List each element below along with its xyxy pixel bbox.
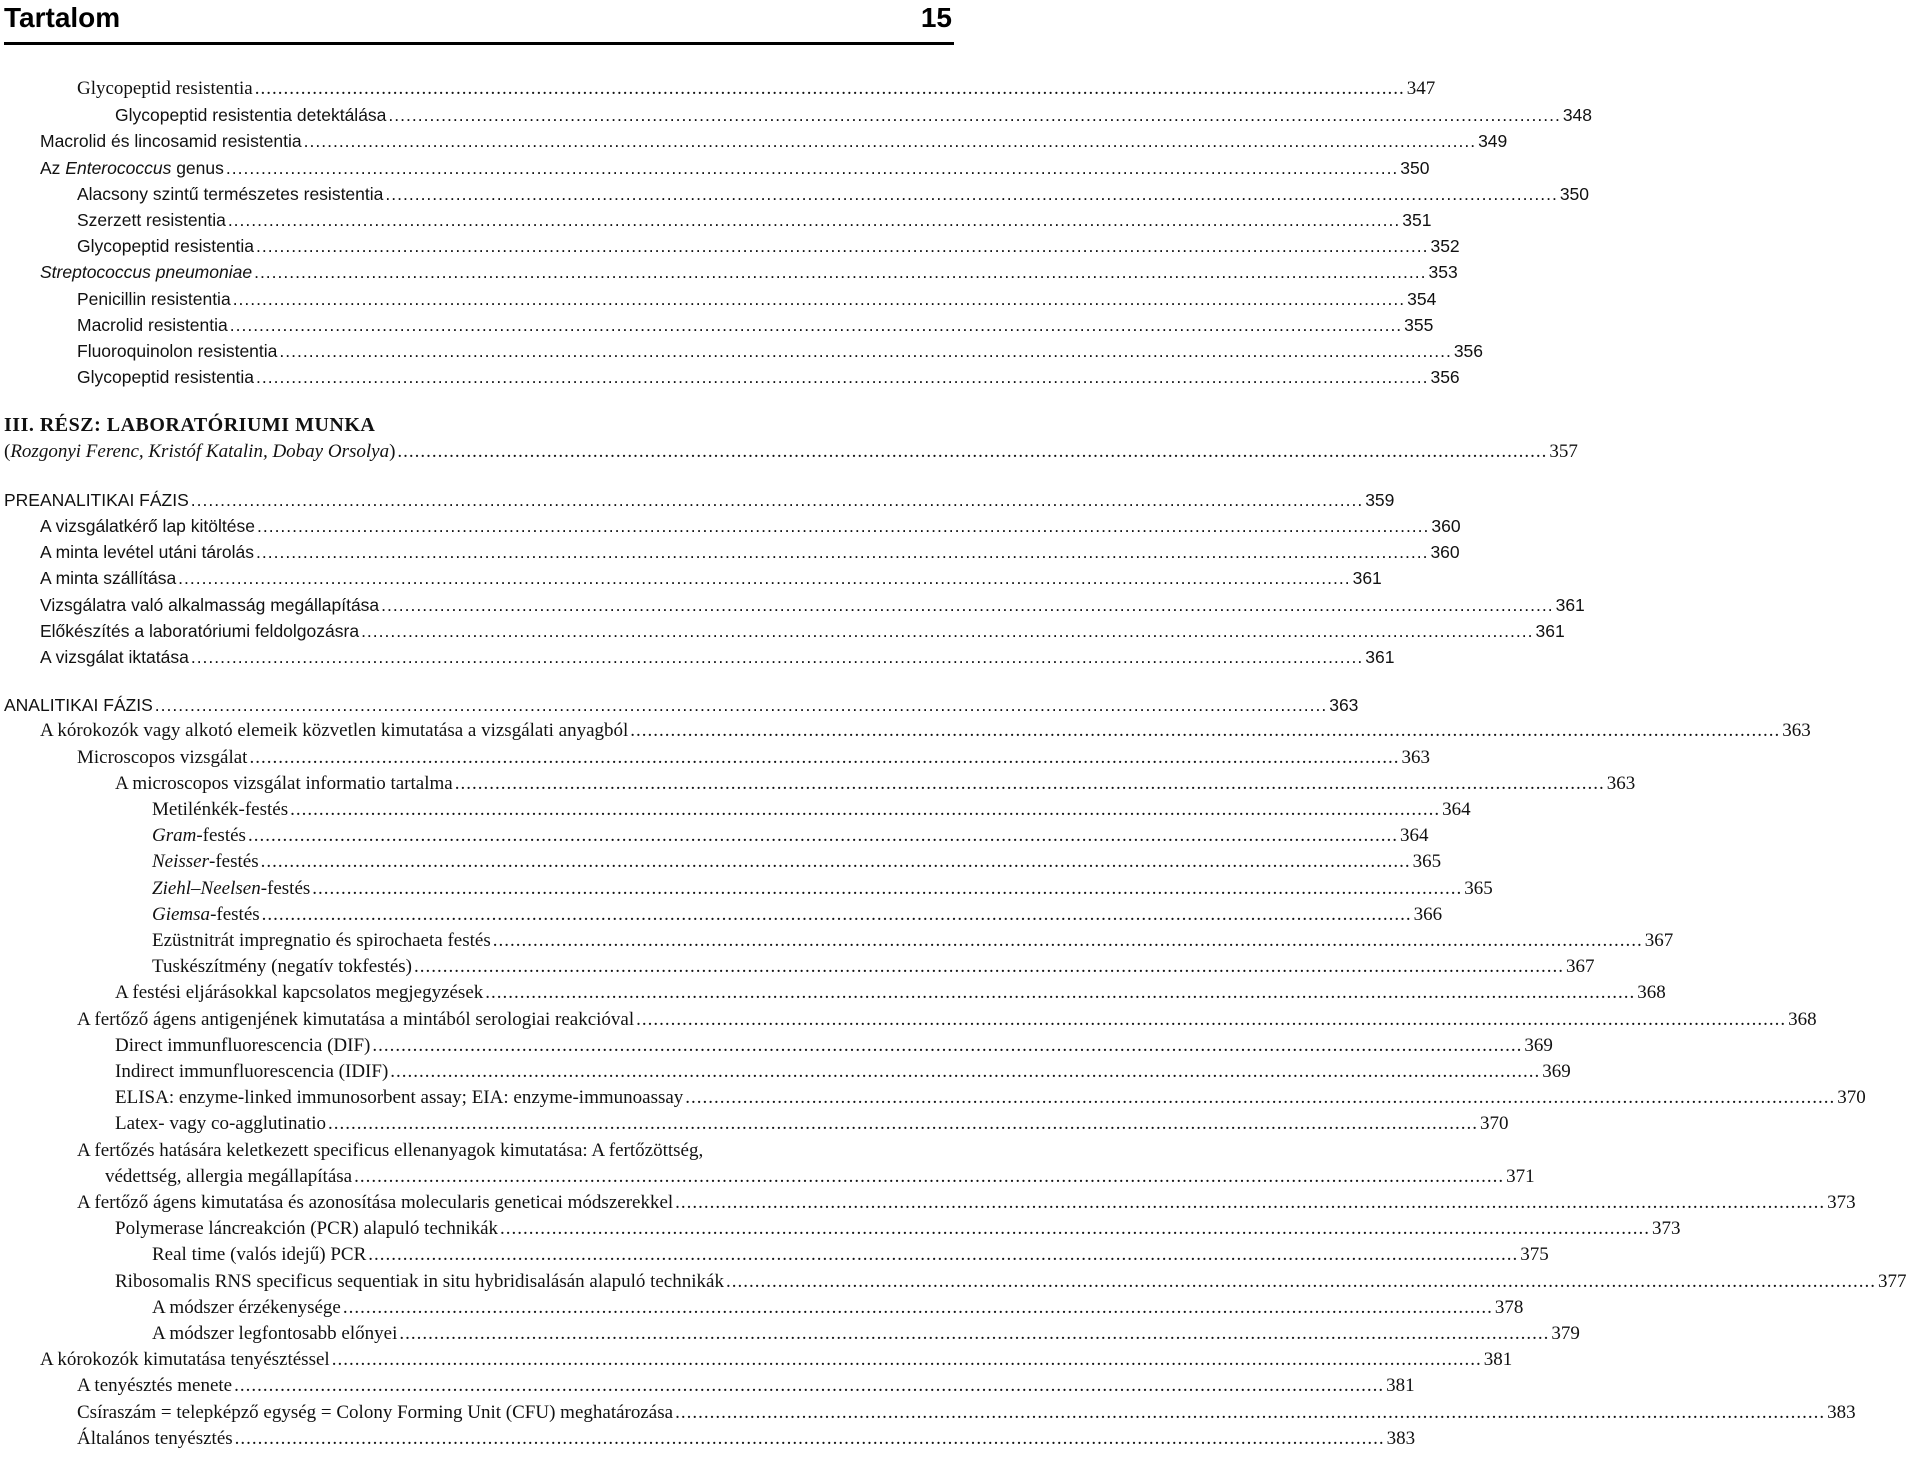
toc-entry-text: Glycopeptid resistentia detektálása [115, 105, 387, 126]
toc-page-number: 381 [1483, 1349, 1513, 1371]
dot-leader: ........................................................................................................................................................................................................ [234, 1375, 1385, 1397]
dot-leader: ........................................................................................................................................................................................................ [234, 1427, 1385, 1449]
toc-entry[interactable] [152, 928, 1674, 954]
toc-entry-title [115, 1085, 683, 1111]
toc-page-number: 383 [1827, 1401, 1856, 1423]
toc-page-number: 347 [1406, 78, 1436, 99]
toc-page-number: 369 [1542, 1061, 1571, 1082]
dot-leader: ........................................................................................................................................................................................................ [303, 131, 1477, 152]
toc-entry[interactable] [4, 692, 1359, 718]
toc-entry-title [77, 1190, 673, 1216]
part-heading: III. RÉSZ: LABORATÓRIUMI MUNKA [4, 414, 376, 437]
toc-entry-title [77, 207, 226, 233]
toc-entry[interactable] [115, 1216, 1681, 1242]
toc-page-number: 350 [1559, 183, 1590, 204]
toc-entry-title [152, 1295, 341, 1321]
toc-entry[interactable] [152, 823, 1429, 849]
toc-entry-title [152, 823, 246, 849]
toc-entry-title [77, 312, 228, 338]
dot-leader: ........................................................................................................................................................................................................ [485, 982, 1636, 1004]
dot-leader: ........................................................................................................................................................................................................ [232, 288, 1406, 309]
toc-entry[interactable] [77, 338, 1484, 364]
toc-entry-text: PREANALITIKAI FÁZIS [4, 489, 189, 510]
toc-page-number: 368 [1637, 982, 1666, 1004]
toc-entry-text: A módszer legfontosabb előnyei [152, 1323, 398, 1344]
toc-entry-italic-text: Streptococcus pneumoniae [40, 262, 253, 283]
toc-entry-text: Glycopeptid resistentia [77, 367, 255, 388]
toc-entry-title [40, 592, 379, 618]
toc-page-number: 373 [1827, 1192, 1856, 1213]
dot-leader: ........................................................................................................................................................................................................ [254, 78, 1405, 99]
toc-page-number: 373 [1652, 1218, 1681, 1240]
toc-entry-italic-text: Neisser [152, 851, 209, 873]
dot-leader: ........................................................................................................................................................................................................ [675, 1192, 1826, 1213]
dot-leader: ........................................................................................................................................................................................................ [190, 489, 1364, 510]
toc-page-number: 368 [1788, 1008, 1817, 1030]
dot-leader: ........................................................................................................................................................................................................ [290, 799, 1441, 820]
dot-leader: ........................................................................................................................................................................................................ [312, 877, 1463, 899]
toc-page-number: 357 [1549, 440, 1578, 462]
toc-entry[interactable] [152, 849, 1442, 875]
toc-entry[interactable] [77, 286, 1437, 312]
dot-leader: ........................................................................................................................................................................................................ [397, 440, 1548, 462]
toc-entry-text: Indirect immunfluorescencia (IDIF) [115, 1061, 389, 1082]
toc-entry-title [77, 745, 247, 771]
dot-leader: ........................................................................................................................................................................................................ [675, 1401, 1826, 1423]
dot-leader: ........................................................................................................................................................................................................ [385, 183, 1558, 204]
dot-leader: ........................................................................................................................................................................................................ [190, 647, 1364, 667]
toc-entry-text: genus [171, 157, 224, 178]
dot-leader: ........................................................................................................................................................................................................ [260, 851, 1411, 873]
toc-page-number: 381 [1386, 1375, 1415, 1397]
toc-entry-text: Polymerase láncreakción (PCR) alapuló technikák [115, 1218, 499, 1240]
toc-page-number: 361 [1352, 568, 1382, 589]
toc-entry-title [115, 1033, 370, 1059]
toc-entry-text: Real time (valós idejű) PCR [152, 1244, 367, 1266]
dot-leader: ........................................................................................................................................................................................................ [342, 1296, 1493, 1318]
toc-entry-title [40, 513, 255, 539]
dot-leader: ........................................................................................................................................................................................................ [229, 314, 1403, 335]
toc-page-number: 363 [1782, 720, 1811, 742]
toc-entry[interactable] [40, 155, 1430, 181]
toc-entry-text: Direct immunfluorescencia (DIF) [115, 1034, 371, 1056]
toc-entry-title [77, 76, 253, 102]
toc-entry-text: -festés [209, 851, 259, 873]
dot-leader: ........................................................................................................................................................................................................ [331, 1349, 1482, 1371]
toc-entry-text: Vizsgálatra való alkalmasság megállapítása [40, 594, 380, 615]
toc-entry-title [40, 155, 224, 181]
toc-entry[interactable] [152, 876, 1493, 902]
dot-leader: ........................................................................................................................................................................................................ [500, 1218, 1651, 1240]
toc-entry-text: Glycopeptid resistentia [77, 236, 255, 257]
toc-entry-title [152, 1242, 366, 1268]
toc-entry[interactable] [77, 207, 1432, 233]
toc-page-number: 379 [1551, 1323, 1580, 1344]
dot-leader: ........................................................................................................................................................................................................ [399, 1323, 1550, 1344]
page-title: Tartalom [4, 2, 121, 33]
toc-entry-title [4, 692, 153, 718]
toc-entry-title [152, 797, 288, 823]
toc-entry[interactable] [77, 76, 1436, 102]
toc-page-number: 371 [1506, 1165, 1535, 1187]
toc-page-number: 367 [1565, 956, 1595, 978]
dot-leader: ........................................................................................................................................................................................................ [354, 1165, 1505, 1187]
toc-entry-text: A módszer érzékenysége [152, 1296, 341, 1318]
toc-entry[interactable] [77, 364, 1460, 390]
toc-entry[interactable] [115, 1033, 1553, 1059]
toc-page-number: 351 [1402, 210, 1432, 230]
toc-entry-title [115, 1216, 498, 1242]
toc-entry[interactable] [77, 233, 1460, 259]
toc-entry-text: ANALITIKAI FÁZIS [4, 695, 153, 716]
toc-entry-title [77, 1007, 634, 1033]
toc-page-number: 348 [1562, 105, 1593, 126]
toc-page-number: 356 [1453, 341, 1484, 361]
toc-entry[interactable] [77, 1007, 1817, 1033]
toc-entry-text: A microscopos vizsgálat informatio tartalma [115, 772, 453, 794]
toc-entry-title [105, 1164, 352, 1190]
toc-page-number: 378 [1494, 1296, 1524, 1318]
toc-entry-italic-text: Giemsa [152, 903, 211, 925]
toc-entry-text: ( [4, 440, 11, 462]
toc-entry[interactable] [77, 745, 1430, 771]
dot-leader: ........................................................................................................................................................................................................ [685, 1087, 1836, 1109]
toc-page-number: 367 [1644, 930, 1674, 951]
toc-entry-title [40, 539, 254, 565]
toc-entry-text: védettség, allergia megállapítása [105, 1165, 353, 1187]
toc-entry-text: Fluoroquinolon resistentia [77, 341, 278, 361]
toc-entry[interactable] [40, 565, 1382, 591]
toc-entry[interactable] [40, 259, 1458, 285]
toc-entry-text: A kórokozók kimutatása tenyésztéssel [40, 1349, 330, 1371]
toc-entry-title [40, 259, 252, 285]
toc-entry-text: Metilénkék-festés [152, 799, 289, 820]
dot-leader: ........................................................................................................................................................................................................ [261, 903, 1412, 925]
toc-page-number: 363 [1606, 772, 1636, 794]
toc-entry-title [115, 102, 386, 128]
toc-entry-title [40, 128, 302, 154]
toc-entry-title [77, 364, 254, 390]
dot-leader: ........................................................................................................................................................................................................ [249, 746, 1400, 768]
dot-leader: ........................................................................................................................................................................................................ [725, 1270, 1876, 1292]
toc-entry-text: Alacsony szintű természetes resistentia [77, 183, 384, 204]
toc-entry[interactable] [105, 1164, 1535, 1190]
toc-entry[interactable] [115, 1269, 1906, 1295]
toc-entry[interactable] [4, 439, 1578, 465]
toc-entry[interactable] [40, 128, 1508, 154]
toc-entry-title [40, 644, 189, 670]
toc-page-number: 369 [1524, 1034, 1553, 1056]
dot-leader: ........................................................................................................................................................................................................ [390, 1061, 1541, 1082]
dot-leader: ........................................................................................................................................................................................................ [256, 367, 1429, 388]
toc-entry-text: ELISA: enzyme-linked immunosorbent assay; EIA: enzyme-immunoassay [115, 1087, 684, 1109]
toc-page-number: 352 [1430, 236, 1460, 257]
toc-entry[interactable] [152, 1242, 1549, 1268]
toc-entry-text: A fertőzés hatására keletkezett specificus ellenanyagok kimutatása: A fertőzöttség, [77, 1139, 704, 1161]
toc-page-number: 360 [1430, 542, 1460, 563]
toc-entry-title [77, 1426, 233, 1452]
toc-entry-text: Latex- vagy co-agglutinatio [115, 1113, 327, 1135]
toc-entry[interactable] [40, 618, 1565, 644]
toc-entry-title [77, 181, 383, 207]
dot-leader: ........................................................................................................................................................................................................ [372, 1034, 1523, 1056]
toc-entry[interactable] [40, 1347, 1513, 1373]
toc-page-number: 364 [1442, 799, 1471, 820]
toc-entry[interactable] [115, 980, 1666, 1006]
toc-page-number: 350 [1400, 157, 1430, 178]
toc-entry-text: Szerzett resistentia [77, 210, 226, 230]
toc-entry-text: A vizsgálat iktatása [40, 647, 189, 667]
toc-entry-title [115, 1059, 388, 1085]
toc-page-number: 361 [1365, 647, 1395, 667]
toc-entry-italic-text: Enterococcus [65, 157, 172, 178]
toc-entry-text: Glycopeptid resistentia [77, 78, 253, 99]
toc-entry[interactable] [115, 771, 1636, 797]
toc-entry[interactable] [152, 1321, 1580, 1347]
toc-entry[interactable] [40, 513, 1461, 539]
toc-page-number: 360 [1431, 516, 1461, 536]
toc-entry-title [115, 1111, 326, 1137]
dot-leader: ........................................................................................................................................................................................................ [247, 825, 1398, 847]
toc-entry-title [77, 1400, 673, 1426]
dot-leader: ........................................................................................................................................................................................................ [413, 956, 1564, 978]
toc-page-number: 353 [1428, 262, 1458, 283]
dot-leader: ........................................................................................................................................................................................................ [227, 210, 1401, 230]
toc-entry-text: Microscopos vizsgálat [77, 746, 248, 768]
toc-entry-italic-text: Gram [152, 825, 197, 847]
toc-entry-text: -festés [210, 903, 260, 925]
toc-entry-title [115, 771, 453, 797]
toc-page-number: 375 [1520, 1244, 1549, 1266]
toc-page-number: 370 [1837, 1087, 1866, 1109]
page-number: 15 [920, 2, 952, 33]
dot-leader: ........................................................................................................................................................................................................ [256, 516, 1430, 536]
toc-page-number: 361 [1555, 594, 1585, 615]
toc-page-number: 364 [1399, 825, 1429, 847]
toc-entry-title [40, 618, 359, 644]
toc-page-number: 356 [1430, 367, 1460, 388]
toc-entry-text: A fertőző ágens antigenjének kimutatása a mintából serologiai reakcióval [77, 1008, 635, 1030]
toc-entry[interactable] [77, 1373, 1415, 1399]
toc-entry-title [40, 718, 628, 744]
toc-entry-title [152, 876, 310, 902]
toc-entry-text: A festési eljárásokkal kapcsolatos megjegyzések [115, 982, 484, 1004]
dot-leader: ........................................................................................................................................................................................................ [361, 620, 1534, 641]
toc-entry-text: A tenyésztés menete [77, 1375, 233, 1397]
toc-entry-title [152, 849, 259, 875]
toc-entry-text: ) [389, 440, 396, 462]
toc-entry[interactable] [115, 1059, 1571, 1085]
dot-leader: ........................................................................................................................................................................................................ [492, 930, 1643, 951]
toc-entry-text: Általános tenyésztés [77, 1427, 233, 1449]
toc-page-number: 355 [1404, 314, 1434, 335]
toc-page-number: 365 [1464, 877, 1493, 899]
toc-page-number: 377 [1877, 1270, 1906, 1292]
toc-page-number: 383 [1386, 1427, 1416, 1449]
toc-entry-title [77, 286, 231, 312]
toc-entry-italic-text: Ziehl–Neelsen [152, 877, 261, 899]
toc-page-number: 363 [1401, 746, 1430, 768]
toc-entry-text: Tuskészítmény (negatív tokfestés) [152, 956, 412, 978]
toc-entry-text: A vizsgálatkérő lap kitöltése [40, 516, 255, 536]
dot-leader: ........................................................................................................................................................................................................ [388, 105, 1561, 126]
toc-page-number: 370 [1480, 1113, 1509, 1135]
toc-page-number: 354 [1407, 288, 1437, 309]
toc-entry[interactable] [152, 1295, 1524, 1321]
toc-entry-text: Macrolid resistentia [77, 314, 228, 335]
toc-entry[interactable] [40, 718, 1811, 744]
toc-entry-title [152, 1321, 397, 1347]
toc-entry-text: Ezüstnitrát impregnatio és spirochaeta festés [152, 930, 491, 951]
toc-entry-text: Penicillin resistentia [77, 288, 231, 309]
page-header [4, 0, 954, 45]
toc-entry-text: A fertőző ágens kimutatása és azonosítása molecularis geneticai módszerekkel [77, 1192, 674, 1213]
dot-leader: ........................................................................................................................................................................................................ [368, 1244, 1519, 1266]
toc-entry[interactable] [115, 1111, 1509, 1137]
dot-leader: ........................................................................................................................................................................................................ [636, 1008, 1787, 1030]
toc-entry[interactable] [77, 312, 1434, 338]
dot-leader: ........................................................................................................................................................................................................ [225, 157, 1399, 178]
toc-entry-title [152, 954, 412, 980]
dot-leader: ........................................................................................................................................................................................................ [256, 542, 1429, 563]
dot-leader: ........................................................................................................................................................................................................ [154, 695, 1328, 716]
dot-leader: ........................................................................................................................................................................................................ [178, 568, 1351, 589]
toc-entry-title [4, 439, 395, 465]
toc-page-number: 349 [1478, 131, 1508, 152]
toc-entry[interactable] [152, 797, 1471, 823]
toc-entry-title [115, 1269, 724, 1295]
toc-entry-text: Előkészítés a laboratóriumi feldolgozásra [40, 620, 360, 641]
toc-entry-title [40, 1347, 330, 1373]
dot-leader: ........................................................................................................................................................................................................ [279, 341, 1452, 361]
toc-entry[interactable] [77, 1426, 1416, 1452]
toc-entry[interactable] [115, 102, 1593, 128]
toc-entry-title [152, 902, 260, 928]
toc-entry-text: Macrolid és lincosamid resistentia [40, 131, 302, 152]
toc-entry-title [152, 928, 491, 954]
toc-entry-title [77, 338, 277, 364]
toc-entry[interactable] [77, 1190, 1856, 1216]
toc-entry[interactable] [77, 1400, 1856, 1426]
toc-entry[interactable] [152, 902, 1443, 928]
toc-entry[interactable] [115, 1085, 1866, 1111]
toc-entry-title [40, 565, 176, 591]
toc-entry-title [115, 980, 483, 1006]
toc-entry-text: Csíraszám = telepképző egység = Colony Forming Unit (CFU) meghatározása [77, 1401, 674, 1423]
toc-entry[interactable] [40, 592, 1585, 618]
dot-leader: ........................................................................................................................................................................................................ [328, 1113, 1479, 1135]
toc-entry[interactable] [77, 181, 1590, 207]
toc-entry-text: A minta szállítása [40, 568, 177, 589]
toc-entry[interactable] [152, 954, 1595, 980]
toc-page-number: 366 [1413, 903, 1443, 925]
toc-entry-text: -festés [260, 877, 311, 899]
toc-entry-text: A kórokozók vagy alkotó elemeik közvetlen kimutatása a vizsgálati anyagból [40, 720, 629, 742]
toc-entry-text: Az [40, 157, 66, 178]
toc-entry-title [4, 487, 189, 513]
toc-page-number: 359 [1365, 489, 1395, 510]
toc-entry[interactable] [4, 487, 1395, 513]
toc-entry-text: A minta levétel utáni tárolás [40, 542, 255, 563]
dot-leader: ........................................................................................................................................................................................................ [381, 594, 1554, 615]
toc-entry[interactable] [40, 644, 1395, 670]
toc-entry[interactable] [40, 539, 1460, 565]
toc-entry-text: Ribosomalis RNS specificus sequentiak in situ hybridisalásán alapuló technikák [115, 1270, 724, 1292]
dot-leader: ........................................................................................................................................................................................................ [454, 772, 1605, 794]
toc-page-number: 363 [1329, 695, 1359, 716]
toc-entry-title [77, 1373, 232, 1399]
toc-entry-title [77, 233, 254, 259]
toc-page-number: 361 [1535, 620, 1565, 641]
toc-entry-italic-text: Rozgonyi Ferenc, Kristóf Katalin, Dobay Orsolya [10, 440, 390, 462]
dot-leader: ........................................................................................................................................................................................................ [630, 720, 1781, 742]
toc-page-number: 365 [1412, 851, 1442, 873]
dot-leader: ........................................................................................................................................................................................................ [256, 236, 1429, 257]
dot-leader: ........................................................................................................................................................................................................ [254, 262, 1427, 283]
toc-entry-text: -festés [196, 825, 246, 847]
